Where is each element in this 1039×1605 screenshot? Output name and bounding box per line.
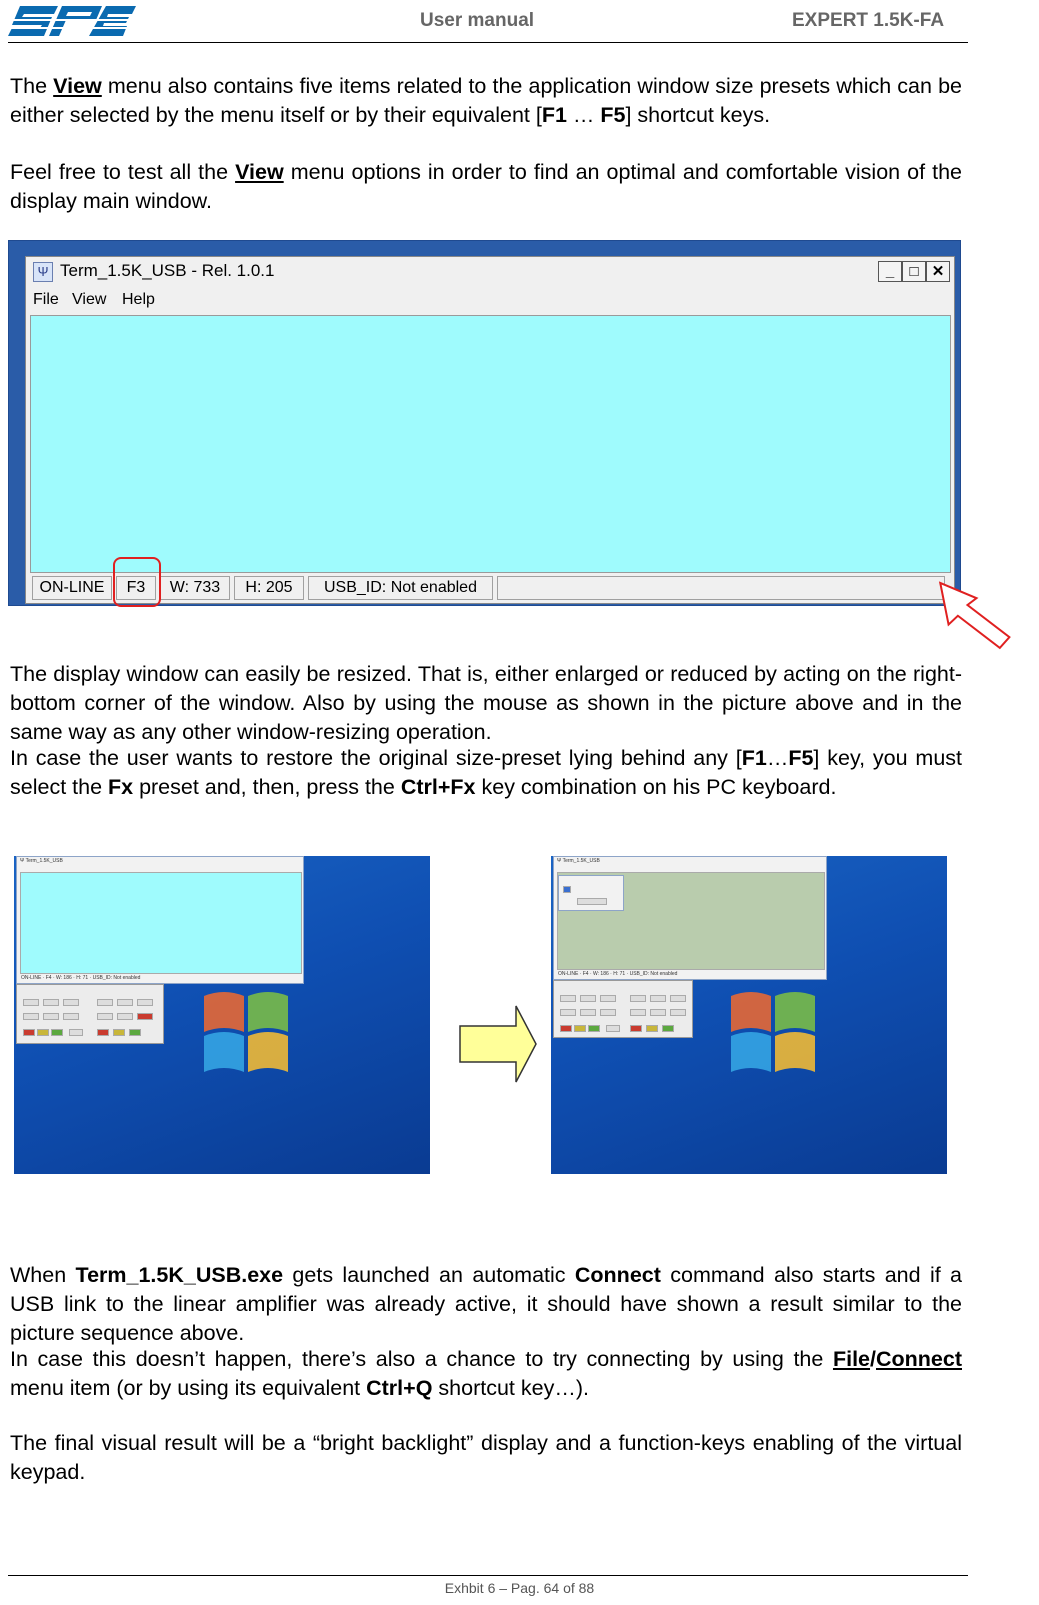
header-divider [8,42,968,43]
paragraph-view-presets: The View menu also contains five items related to the application window size presets which can be either selected by the menu itself or by their equivalent [F1 … F5] shortcut keys. [10,74,962,127]
paragraph-resize: The display window can easily be resized. That is, either enlarged or reduced by acting on the right-bottom corner of the window. Also by using the mouse as shown in the picture above and in the same way as any other window-resizing operation. [10,662,962,744]
preset-highlight [113,557,161,607]
windows-logo-2 [721,976,831,1086]
resize-arrow-icon [926,580,1021,665]
app-icon: Ψ [33,262,53,282]
spe-logo [8,2,138,40]
mini-app-window [16,856,304,984]
status-usb-id: USB_ID: Not enabled [308,576,493,600]
desktop-screenshot-before [14,856,430,1174]
status-preset: F3 [116,576,156,600]
footer-divider [8,1575,968,1576]
status-height: H: 205 [234,576,304,600]
app-window [25,256,955,604]
main-window-screenshot [8,240,961,606]
status-empty [497,576,945,600]
window-title: Term_1.5K_USB - Rel. 1.0.1 [60,261,275,280]
menu-view[interactable]: View [72,291,107,308]
mini-dialog [558,875,624,911]
status-width: W: 733 [160,576,230,600]
display-area [30,315,951,573]
mini-window-title-connected: Ψ Term_1.5K_USB [557,858,600,864]
close-button[interactable]: ✕ [926,261,950,282]
status-bar [30,575,951,601]
mini-keypad-disabled [553,980,693,1038]
header-center-title: User manual [420,10,535,31]
paragraph-view-options: Feel free to test all the View menu options in order to find an optimal and comfortable vision of the display main window. [10,160,962,213]
mini-status-bar: ON-LINE · F4 · W: 186 · H: 71 · USB_ID: Not enabled [21,975,141,981]
mini-keypad [16,984,164,1044]
maximize-button[interactable]: □ [902,261,926,282]
windows-logo [194,976,304,1086]
paragraph-manual-connect: In case this doesn’t happen, there’s also a chance to try connecting by using the File/Connect menu item (or by using its equivalent Ctrl+Q shortcut key…). [10,1347,962,1400]
minimize-button[interactable]: _ [878,261,902,282]
menu-bar [26,291,954,315]
desktop-screenshot-after [551,856,947,1174]
mini-status-bar-connected: ON-LINE · F4 · W: 186 · H: 71 · USB_ID: Not enabled [558,971,678,977]
title-bar[interactable] [26,257,954,287]
menu-file[interactable]: File [33,291,59,308]
menu-help[interactable]: Help [122,291,155,308]
mini-display-area [20,872,302,974]
page-footer: Exhbit 6 – Pag. 64 of 88 [444,1580,595,1596]
paragraph-auto-connect: When Term_1.5K_USB.exe gets launched an automatic Connect command also starts and if a USB link to the linear amplifier was already active, it should have shown a result similar to the picture sequence above. [10,1263,963,1345]
status-online: ON-LINE [32,576,112,600]
sequence-arrow-icon [458,1004,538,1084]
mini-window-title: Ψ Term_1.5K_USB [20,858,63,864]
paragraph-final-result: The final visual result will be a “bright backlight” display and a function-keys enabling of the virtual keypad. [10,1431,962,1484]
header-right-title: EXPERT 1.5K-FA [792,10,945,31]
mini-app-window-connected [553,856,827,980]
paragraph-restore-preset: In case the user wants to restore the original size-preset lying behind any [F1…F5] key, you must select the Fx preset and, then, press the Ctrl+Fx key combination on his PC keyboard. [10,746,962,799]
